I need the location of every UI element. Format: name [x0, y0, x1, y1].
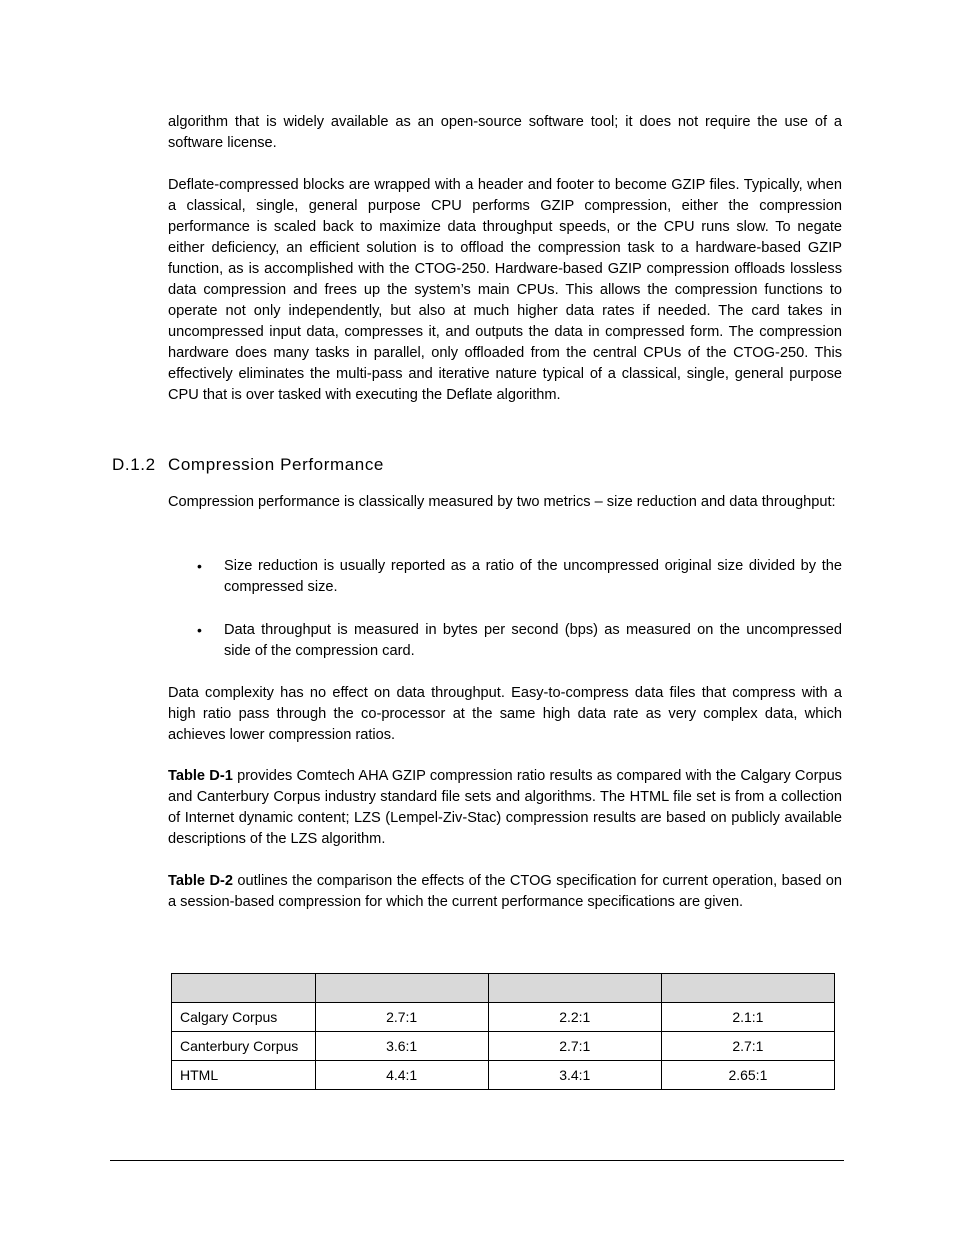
- paragraph-algorithm-license: algorithm that is widely available as an open-source software tool; it does not require the use of a software license.: [168, 114, 842, 151]
- table-d1-description: provides Comtech AHA GZIP compression ratio results as compared with the Calgary Corpus and Canterbury Corpus industry standard file sets and algorithms. The HTML file set is from a collection of Internet dynamic content; LZS (Lempel-Ziv-Stac) compression results are based on publicly available descriptions of the LZS algorithm.: [168, 768, 842, 847]
- section-heading: [112, 453, 384, 477]
- table-row: [172, 1032, 835, 1061]
- table-cell: 2.1:1: [661, 1003, 834, 1032]
- compression-ratio-table: [171, 973, 835, 1090]
- table-cell: 3.6:1: [315, 1032, 488, 1061]
- paragraph-table-d1: [168, 766, 842, 850]
- table-cell: 4.4:1: [315, 1061, 488, 1090]
- table-d2-reference: Table D-2: [168, 873, 233, 889]
- table-row: [172, 1003, 835, 1032]
- paragraph-deflate-gzip: Deflate-compressed blocks are wrapped with a header and footer to become GZIP files. Typically, when a classical, single, general purpose CPU performs GZIP compression, either the compression performance is scaled back to maximize data throughput speeds, or the CPU runs slow. To negate either deficiency, an efficient solution is to offload the compression task to a hardware-based GZIP function, as is accomplished with the CTOG-250. Hardware-based GZIP compression offloads lossless data compression and frees up the system’s main CPUs. This allows the compression functions to operate not only independently, but also at much higher data rates if needed. The card takes in uncompressed input data, compresses it, and outputs the data in compressed form. The compression hardware does many tasks in parallel, only offloaded from the central CPUs of the CTOG-250. This effectively eliminates the multi-pass and iterative nature typical of a classical, single, general purpose CPU that is over tasked with executing the Deflate algorithm.: [168, 177, 842, 403]
- row-label: HTML: [172, 1061, 316, 1090]
- table-cell: 3.4:1: [488, 1061, 661, 1090]
- table-cell: 2.7:1: [315, 1003, 488, 1032]
- table-header-cell: [172, 974, 316, 1003]
- row-label: Canterbury Corpus: [172, 1032, 316, 1061]
- bullet-icon: •: [197, 558, 202, 574]
- table-cell: 2.7:1: [661, 1032, 834, 1061]
- bullet-text: Size reduction is usually reported as a ratio of the uncompressed original size divided by the compressed size.: [224, 558, 842, 595]
- bullet-item-size-reduction: [197, 556, 842, 598]
- section-number: D.1.2: [112, 455, 156, 474]
- table-d1-reference: Table D-1: [168, 768, 233, 784]
- table-header-cell: [315, 974, 488, 1003]
- paragraph-intro: Compression performance is classically measured by two metrics – size reduction and data throughput:: [168, 494, 836, 510]
- footer-divider: [110, 1160, 844, 1161]
- table-cell: 2.65:1: [661, 1061, 834, 1090]
- table-header-cell: [488, 974, 661, 1003]
- section-title: Compression Performance: [168, 455, 384, 474]
- table-header-cell: [661, 974, 834, 1003]
- bullet-icon: •: [197, 622, 202, 638]
- table-cell: 2.7:1: [488, 1032, 661, 1061]
- table-header-row: [172, 974, 835, 1003]
- paragraph-data-complexity: Data complexity has no effect on data throughput. Easy-to-compress data files that compress with a high ratio pass through the co-processor at the same high data rate as very complex data, which achieves lower compression ratios.: [168, 685, 842, 743]
- table-cell: 2.2:1: [488, 1003, 661, 1032]
- row-label: Calgary Corpus: [172, 1003, 316, 1032]
- bullet-text: Data throughput is measured in bytes per second (bps) as measured on the uncompressed side of the compression card.: [224, 622, 842, 659]
- table-d2-description: outlines the comparison the effects of the CTOG specification for current operation, based on a session-based compression for which the current performance specifications are given.: [168, 873, 842, 910]
- table-row: [172, 1061, 835, 1090]
- bullet-item-data-throughput: [197, 620, 842, 662]
- paragraph-table-d2: [168, 871, 842, 913]
